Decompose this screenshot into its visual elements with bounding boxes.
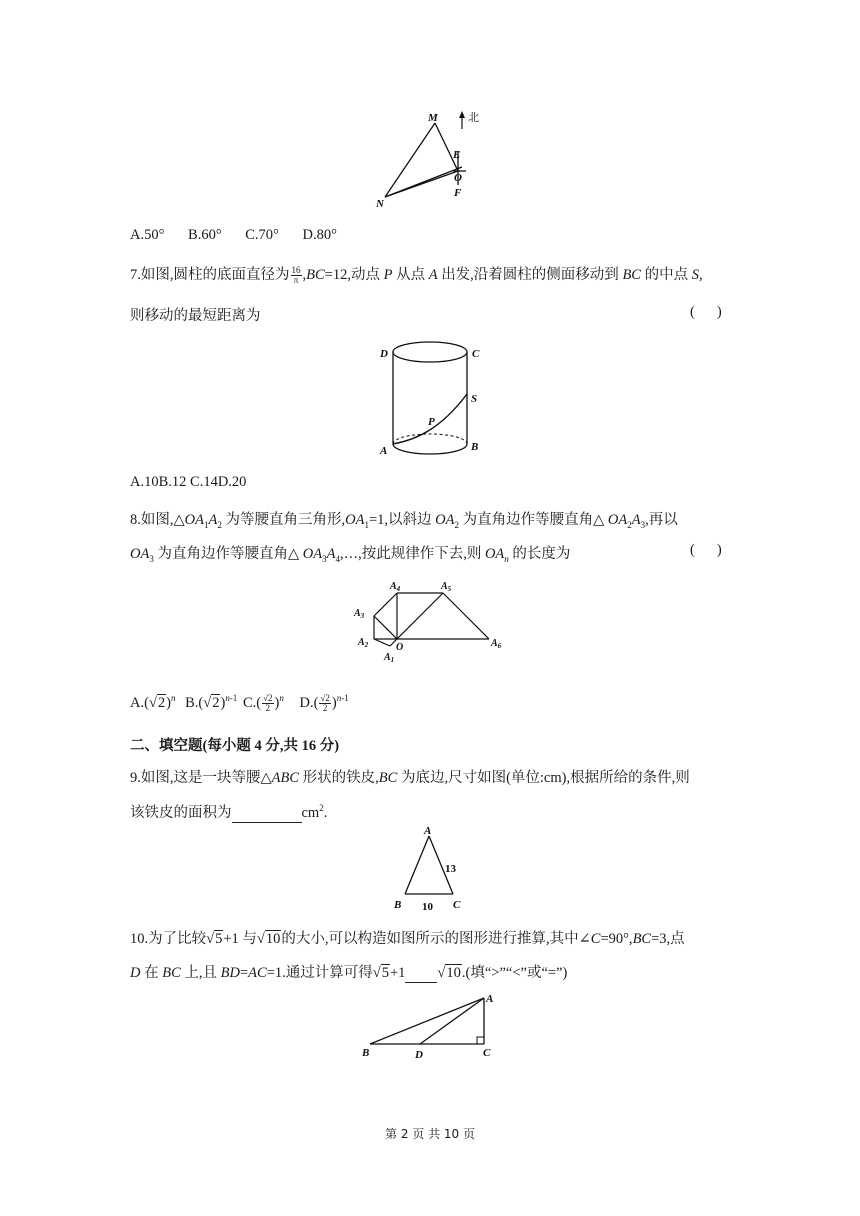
page-footer: 第 2 页 共 10 页 bbox=[385, 1127, 475, 1141]
q7-frac-num: 16 bbox=[291, 265, 301, 276]
q9-abc: ABC bbox=[271, 770, 300, 786]
q10-p5: =3,点 bbox=[651, 931, 685, 947]
q8-text-line2: $OA_3$ 为直角边作等腰直角△ $OA_3A_4,\dots$,按此规律作下去,则 $OA_n$ 的长度为 bbox=[130, 546, 571, 564]
q8-p6: 为直角边作等腰直角△ bbox=[157, 546, 300, 562]
q7-p7: , bbox=[698, 267, 703, 283]
q10-p11: .(填“>”“<”或“=”) bbox=[461, 965, 568, 981]
rt-label-d: D bbox=[415, 1049, 423, 1061]
q7-text bbox=[130, 263, 703, 285]
figure-q8 bbox=[350, 572, 520, 667]
q8-p2: 为等腰直角三角形, bbox=[225, 512, 346, 528]
q9-text bbox=[130, 766, 690, 787]
label-f: F bbox=[454, 187, 462, 199]
q8-p1: 8.如图,△ bbox=[130, 512, 185, 528]
q8-opt-c: C.( bbox=[242, 694, 262, 711]
figure-q9 bbox=[385, 822, 475, 914]
q9-line2a: 该铁皮的面积为 bbox=[130, 805, 232, 821]
q10-bc2: BC bbox=[162, 965, 181, 981]
q9-p2: 形状的铁皮, bbox=[302, 770, 379, 786]
q8-p4: 为直角边作等腰直角△ bbox=[462, 512, 605, 528]
q7-answer-paren[interactable]: () bbox=[690, 304, 744, 320]
label-e: E bbox=[453, 149, 461, 161]
q10-p2: +1 与 bbox=[223, 931, 257, 947]
q9-p1: 9.如图,这是一块等腰△ bbox=[130, 770, 272, 786]
q8-oa1: OA bbox=[345, 512, 365, 528]
q10-p3: 的大小,可以构造如图所示的图形进行推算,其中∠ bbox=[281, 931, 591, 947]
q10-p4: =90°, bbox=[600, 931, 633, 947]
q9-answer-blank[interactable] bbox=[232, 805, 302, 823]
tri-label-c: C bbox=[453, 899, 461, 911]
q6-option-c: C.70° bbox=[245, 227, 279, 243]
cyl-label-s: S bbox=[471, 393, 478, 405]
q6-option-a: A.50° bbox=[130, 227, 165, 243]
tri-label-b: B bbox=[394, 899, 402, 911]
q7-bc: BC bbox=[306, 267, 325, 283]
q9-unit: cm bbox=[301, 805, 320, 821]
q6-option-d: D.80° bbox=[302, 227, 337, 243]
q10-c: C bbox=[590, 931, 601, 947]
q7-frac-den: π bbox=[293, 275, 299, 286]
q7-s: S bbox=[691, 267, 699, 283]
label-a4: $A_4$ bbox=[390, 581, 401, 593]
q7-p2: , bbox=[302, 267, 307, 283]
q8-oa3: OA bbox=[130, 546, 150, 562]
label-m: M bbox=[428, 112, 438, 124]
q10-p10: +1 bbox=[389, 965, 406, 981]
q7-p4: 从点 bbox=[396, 267, 426, 283]
cyl-label-a: A bbox=[380, 445, 388, 457]
q8-opt-a: A.( bbox=[130, 694, 149, 711]
q7-p3: =12,动点 bbox=[324, 267, 380, 283]
cyl-label-c: C bbox=[472, 348, 480, 360]
q8-oa2a3: OA bbox=[607, 512, 628, 528]
q6-options bbox=[130, 227, 337, 244]
q9-bc: BC bbox=[378, 770, 398, 786]
label-a2: $A_2$ bbox=[358, 637, 369, 649]
q9-p3: 为底边,尺寸如图(单位:cm),根据所给的条件,则 bbox=[400, 770, 690, 786]
q10-p9: =1.通过计算可得 bbox=[266, 965, 373, 981]
q7-options: A.10B.12 C.14D.20 bbox=[130, 474, 247, 490]
q10-p6: 在 bbox=[144, 965, 159, 981]
q10-p1: 10.为了比较 bbox=[130, 931, 207, 947]
q8-oa2: OA bbox=[435, 512, 455, 528]
label-a3: $A_3$ bbox=[354, 608, 365, 620]
cyl-label-d: D bbox=[380, 348, 388, 360]
q8-opt-d: D.( bbox=[299, 694, 319, 711]
q8-p5: ,再以 bbox=[645, 512, 678, 528]
q7-p: P bbox=[383, 267, 393, 283]
rt-label-b: B bbox=[362, 1047, 370, 1059]
q7-line2: 则移动的最短距离为 bbox=[130, 308, 261, 324]
q10-p8: = bbox=[239, 965, 249, 981]
q8-text: 8.如图$,\triangle OA_1A_2$ 为等腰直角三角形$,OA_1=1$,以斜边 $OA_2$ 为直角边作等腰直角△ $OA_2A_3$,再以 bbox=[130, 512, 678, 530]
q7-fraction bbox=[291, 266, 302, 285]
tri-side-length: 13 bbox=[445, 863, 456, 875]
rt-label-c: C bbox=[483, 1047, 491, 1059]
q10-text: 10.为了比较√5+1 与√10的大小,可以构造如图所示的图形进行推算,其中∠C=90°,BC=3,点 bbox=[130, 931, 685, 947]
q9-line2: 该铁皮的面积为 $cm^2$. bbox=[130, 803, 328, 821]
cyl-label-p: P bbox=[428, 416, 435, 428]
q10-answer-blank[interactable] bbox=[405, 965, 437, 983]
q10-line2: D 在 BC 上,且 BD=AC=1.通过计算可得√5+1 √10.(填“>”“<”或“=”) bbox=[130, 965, 568, 981]
q7-p5: 出发,沿着圆柱的侧面移动到 bbox=[441, 267, 619, 283]
figure-q6 bbox=[370, 105, 500, 215]
q7-p6: 的中点 bbox=[644, 267, 689, 283]
q10-bc: BC bbox=[632, 931, 652, 947]
q7-p1: 7.如图,圆柱的底面直径为 bbox=[130, 267, 290, 283]
figure-q10 bbox=[358, 990, 508, 1065]
tri-base-length: 10 bbox=[422, 901, 433, 913]
q10-ac: AC bbox=[248, 965, 267, 981]
cyl-label-b: B bbox=[471, 441, 479, 453]
label-a1: $A_1$ bbox=[384, 652, 395, 664]
q10-d: D bbox=[130, 965, 141, 981]
q6-option-b: B.60° bbox=[188, 227, 222, 243]
label-a5: $A_5$ bbox=[441, 581, 452, 593]
q8-p8: 的长度为 bbox=[512, 546, 571, 562]
q8-oa1a2: OA bbox=[184, 512, 204, 528]
q7-a: A bbox=[428, 267, 438, 283]
q9-period: . bbox=[323, 805, 328, 821]
figure-q7 bbox=[370, 330, 495, 460]
q8-opt-b: B.( bbox=[185, 694, 204, 711]
tri-label-a: A bbox=[424, 825, 432, 837]
label-o: O bbox=[454, 172, 462, 184]
q8-oa3a4: OA bbox=[302, 546, 323, 562]
q10-p7: 上,且 bbox=[184, 965, 218, 981]
rt-label-a: A bbox=[486, 993, 494, 1005]
north-label: 北 bbox=[468, 112, 479, 124]
q8-p3: =1,以斜边 bbox=[368, 512, 432, 528]
q8-options: $A.(√2)^n$ $B.(√2)^{n-1}$ C.( $\frac{√2}{2}$ )$^n$ D.( $\frac{√2}{2}$ )$^{n-1}$ bbox=[130, 693, 349, 713]
label-a6: $A_6$ bbox=[491, 638, 502, 650]
q8-oan: OA bbox=[484, 546, 505, 562]
label-o: O bbox=[396, 642, 404, 653]
label-n: N bbox=[376, 198, 384, 210]
q7-bc2: BC bbox=[622, 267, 641, 283]
q10-bd: BD bbox=[220, 965, 240, 981]
section-2-heading: 二、填空题(每小题 4 分,共 16 分) bbox=[130, 738, 340, 754]
q8-p7: ,…,按此规律作下去,则 bbox=[339, 546, 482, 562]
q8-answer-paren[interactable]: () bbox=[690, 542, 744, 558]
